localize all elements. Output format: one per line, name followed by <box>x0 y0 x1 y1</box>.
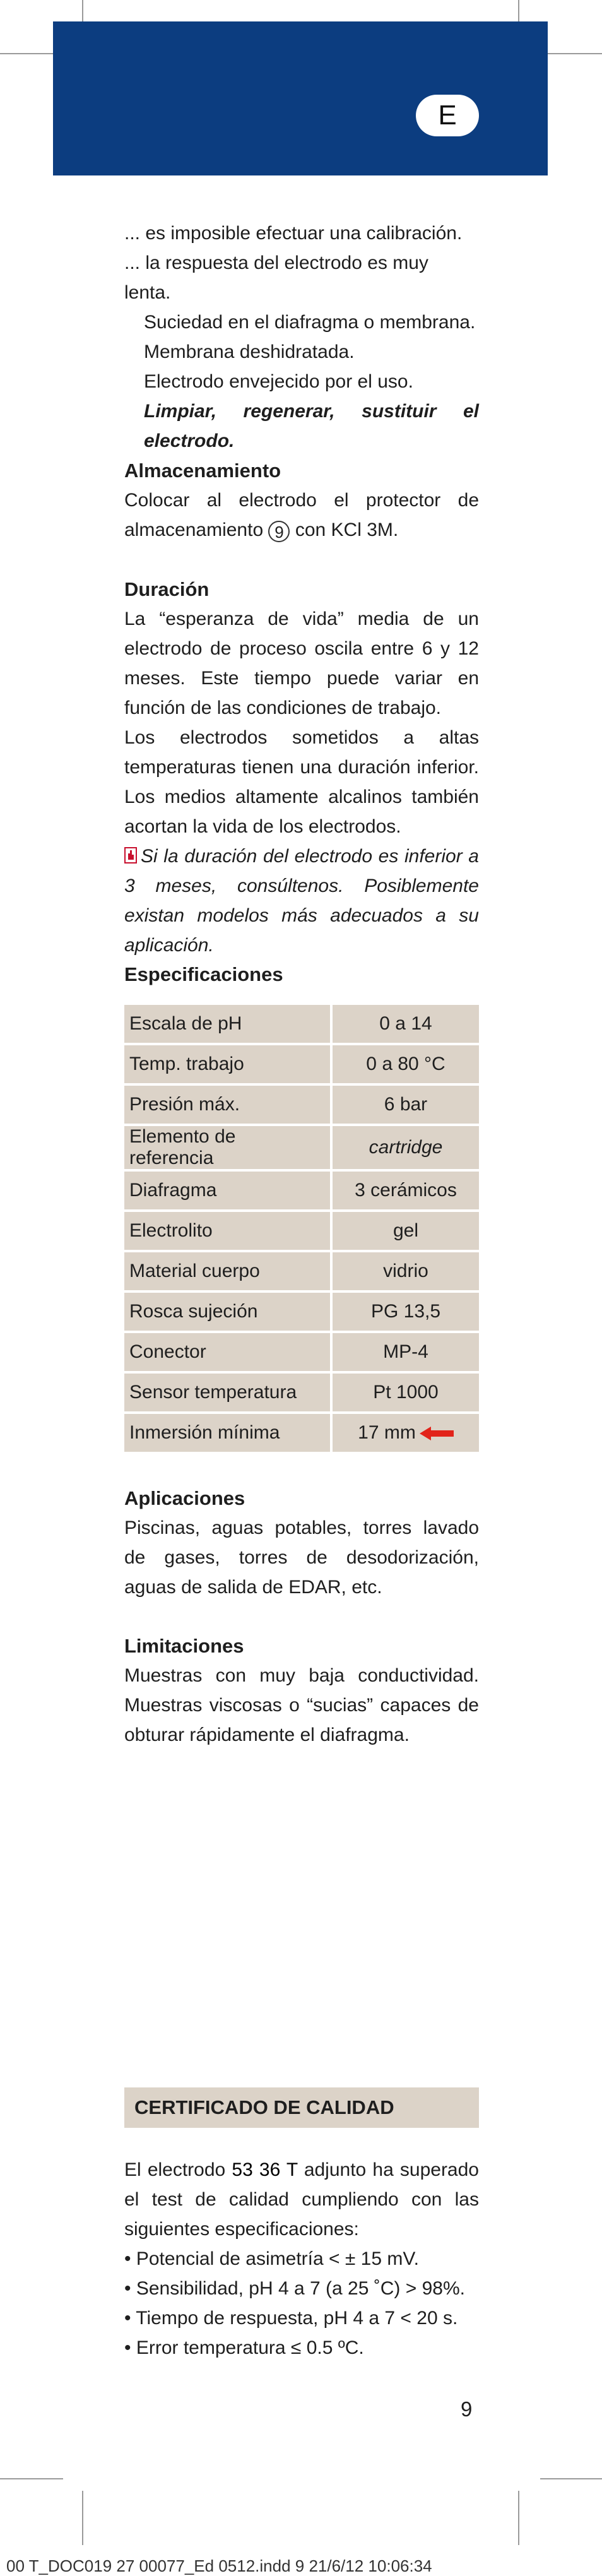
red-arrow-icon <box>420 1427 454 1440</box>
spec-value: 0 a 80 °C <box>366 1054 446 1074</box>
remedy-line: Limpiar, regenerar, sustituir el electrodo. <box>144 401 479 451</box>
spec-row <box>124 1374 479 1411</box>
spec-row <box>124 1252 479 1290</box>
cause-line: Electrodo envejecido por el uso. <box>144 371 413 392</box>
spec-label: Material cuerpo <box>124 1252 333 1290</box>
specs-table <box>124 1002 479 1454</box>
spec-row <box>124 1293 479 1331</box>
certificate-intro <box>124 2155 479 2244</box>
spec-value-cell <box>333 1293 479 1331</box>
certificate-title: CERTIFICADO DE CALIDAD <box>124 2087 479 2128</box>
spec-value: PG 13,5 <box>370 1301 441 1322</box>
spec-row <box>124 1414 479 1452</box>
certificate-intro-after: adjunto ha superado el test de calidad cumpliendo con las siguientes especificaciones: <box>124 2159 479 2240</box>
issue-line: ... la respuesta del electrodo es muy lenta. <box>124 252 428 303</box>
certificate-item: • Error temperatura ≤ 0.5 ºC. <box>124 2337 364 2358</box>
lifetime-paragraph: La “esperanza de vida” media de un electrodo de proceso oscila entre 6 y 12 meses. Este tiempo puede variar en función de las condiciones de trabajo. <box>124 608 479 718</box>
certificate-item: • Tiempo de respuesta, pH 4 a 7 < 20 s. <box>124 2308 458 2329</box>
storage-text <box>124 485 479 545</box>
spec-row <box>124 1126 479 1169</box>
section-title: Aplicaciones <box>124 1487 245 1509</box>
certificate-section <box>124 2155 479 2363</box>
cause-line: Suciedad en el diafragma o membrana. <box>144 312 476 333</box>
spec-label: Inmersión mínima <box>124 1414 333 1452</box>
section-title: Almacenamiento <box>124 460 281 482</box>
section-title: Especificaciones <box>124 963 283 985</box>
spec-label: Conector <box>124 1333 333 1371</box>
certificate-item: • Sensibilidad, pH 4 a 7 (a 25 ˚C) > 98%. <box>124 2278 465 2299</box>
spec-value: MP-4 <box>383 1341 428 1362</box>
part-number-marker: 9 <box>268 521 290 542</box>
spec-row <box>124 1212 479 1250</box>
spec-value-cell <box>333 1005 479 1043</box>
spec-label: Escala de pH <box>124 1005 333 1043</box>
spec-value-cell <box>333 1374 479 1411</box>
spec-value-cell <box>333 1045 479 1083</box>
spec-value: cartridge <box>369 1137 443 1158</box>
crop-mark <box>518 2491 519 2545</box>
specs-section <box>124 959 479 989</box>
lifetime-note <box>124 841 479 960</box>
spec-value: vidrio <box>383 1261 428 1281</box>
section-title: Limitaciones <box>124 1635 244 1657</box>
language-badge: E <box>416 95 479 136</box>
issue-line: ... es imposible efectuar una calibración. <box>124 223 463 244</box>
spec-label: Sensor temperatura <box>124 1374 333 1411</box>
certificate-item: • Potencial de asimetría < ± 15 mV. <box>124 2248 419 2269</box>
spec-label: Presión máx. <box>124 1086 333 1124</box>
page-number: 9 <box>461 2397 473 2421</box>
lifetime-section <box>124 574 479 960</box>
spec-value-cell <box>333 1252 479 1290</box>
spec-label: Electrolito <box>124 1212 333 1250</box>
spec-value: 0 a 14 <box>379 1013 432 1034</box>
crop-mark <box>540 53 602 54</box>
spec-row <box>124 1005 479 1043</box>
applications-section <box>124 1483 479 1602</box>
cause-line: Membrana deshidratada. <box>144 341 355 362</box>
certificate-intro-before: El electrodo <box>124 2159 226 2180</box>
crop-mark <box>540 2478 602 2479</box>
section-title: Duración <box>124 578 210 600</box>
storage-section <box>124 456 479 545</box>
lifetime-note-text: Si la duración del electrodo es inferior a 3 meses, consúltenos. Posiblemente existan modelos más adecuados a su aplicación. <box>124 846 479 956</box>
spec-row <box>124 1086 479 1124</box>
storage-text-before: Colocar al electrodo el protector de almacenamiento <box>124 490 479 540</box>
crop-mark <box>82 2491 83 2545</box>
spec-label: Temp. trabajo <box>124 1045 333 1083</box>
troubleshooting-block <box>124 218 479 456</box>
limitations-text: Muestras con muy baja conductividad. Muestras viscosas o “sucias” capaces de obturar rápidamente el diafragma. <box>124 1665 479 1745</box>
storage-text-after: con KCl 3M. <box>295 519 399 540</box>
spec-value-cell <box>333 1086 479 1124</box>
spec-value-cell <box>333 1333 479 1371</box>
spec-value: 6 bar <box>384 1094 428 1115</box>
crop-mark <box>0 2478 63 2479</box>
spec-value: 3 cerámicos <box>355 1180 457 1201</box>
spec-value: Pt 1000 <box>373 1382 439 1403</box>
spec-row <box>124 1333 479 1371</box>
spec-label: Elemento de referencia <box>124 1126 333 1169</box>
applications-text: Piscinas, aguas potables, torres lavado de gases, torres de desodorización, aguas de salida de EDAR, etc. <box>124 1517 479 1598</box>
spec-value-cell <box>333 1172 479 1209</box>
spec-value-cell <box>333 1414 479 1452</box>
spec-row <box>124 1172 479 1209</box>
spec-value: 17 mm <box>358 1422 416 1443</box>
spec-value: gel <box>392 1220 419 1241</box>
lifetime-paragraph: Los electrodos sometidos a altas temperaturas tienen una duración inferior. Los medios altamente alcalinos también acortan la vida de los electrodos. <box>124 727 479 837</box>
hand-pointer-icon <box>124 847 137 864</box>
header-band <box>53 21 548 175</box>
spec-label: Rosca sujeción <box>124 1293 333 1331</box>
spec-label: Diafragma <box>124 1172 333 1209</box>
certificate-model: 53 36 T <box>232 2159 298 2180</box>
print-slug: 00 T_DOC019 27 00077_Ed 0512.indd 9 21/6/12 10:06:34 <box>6 2556 432 2575</box>
spec-row <box>124 1045 479 1083</box>
limitations-section <box>124 1631 479 1750</box>
spec-value-cell <box>333 1126 479 1169</box>
spec-value-cell <box>333 1212 479 1250</box>
